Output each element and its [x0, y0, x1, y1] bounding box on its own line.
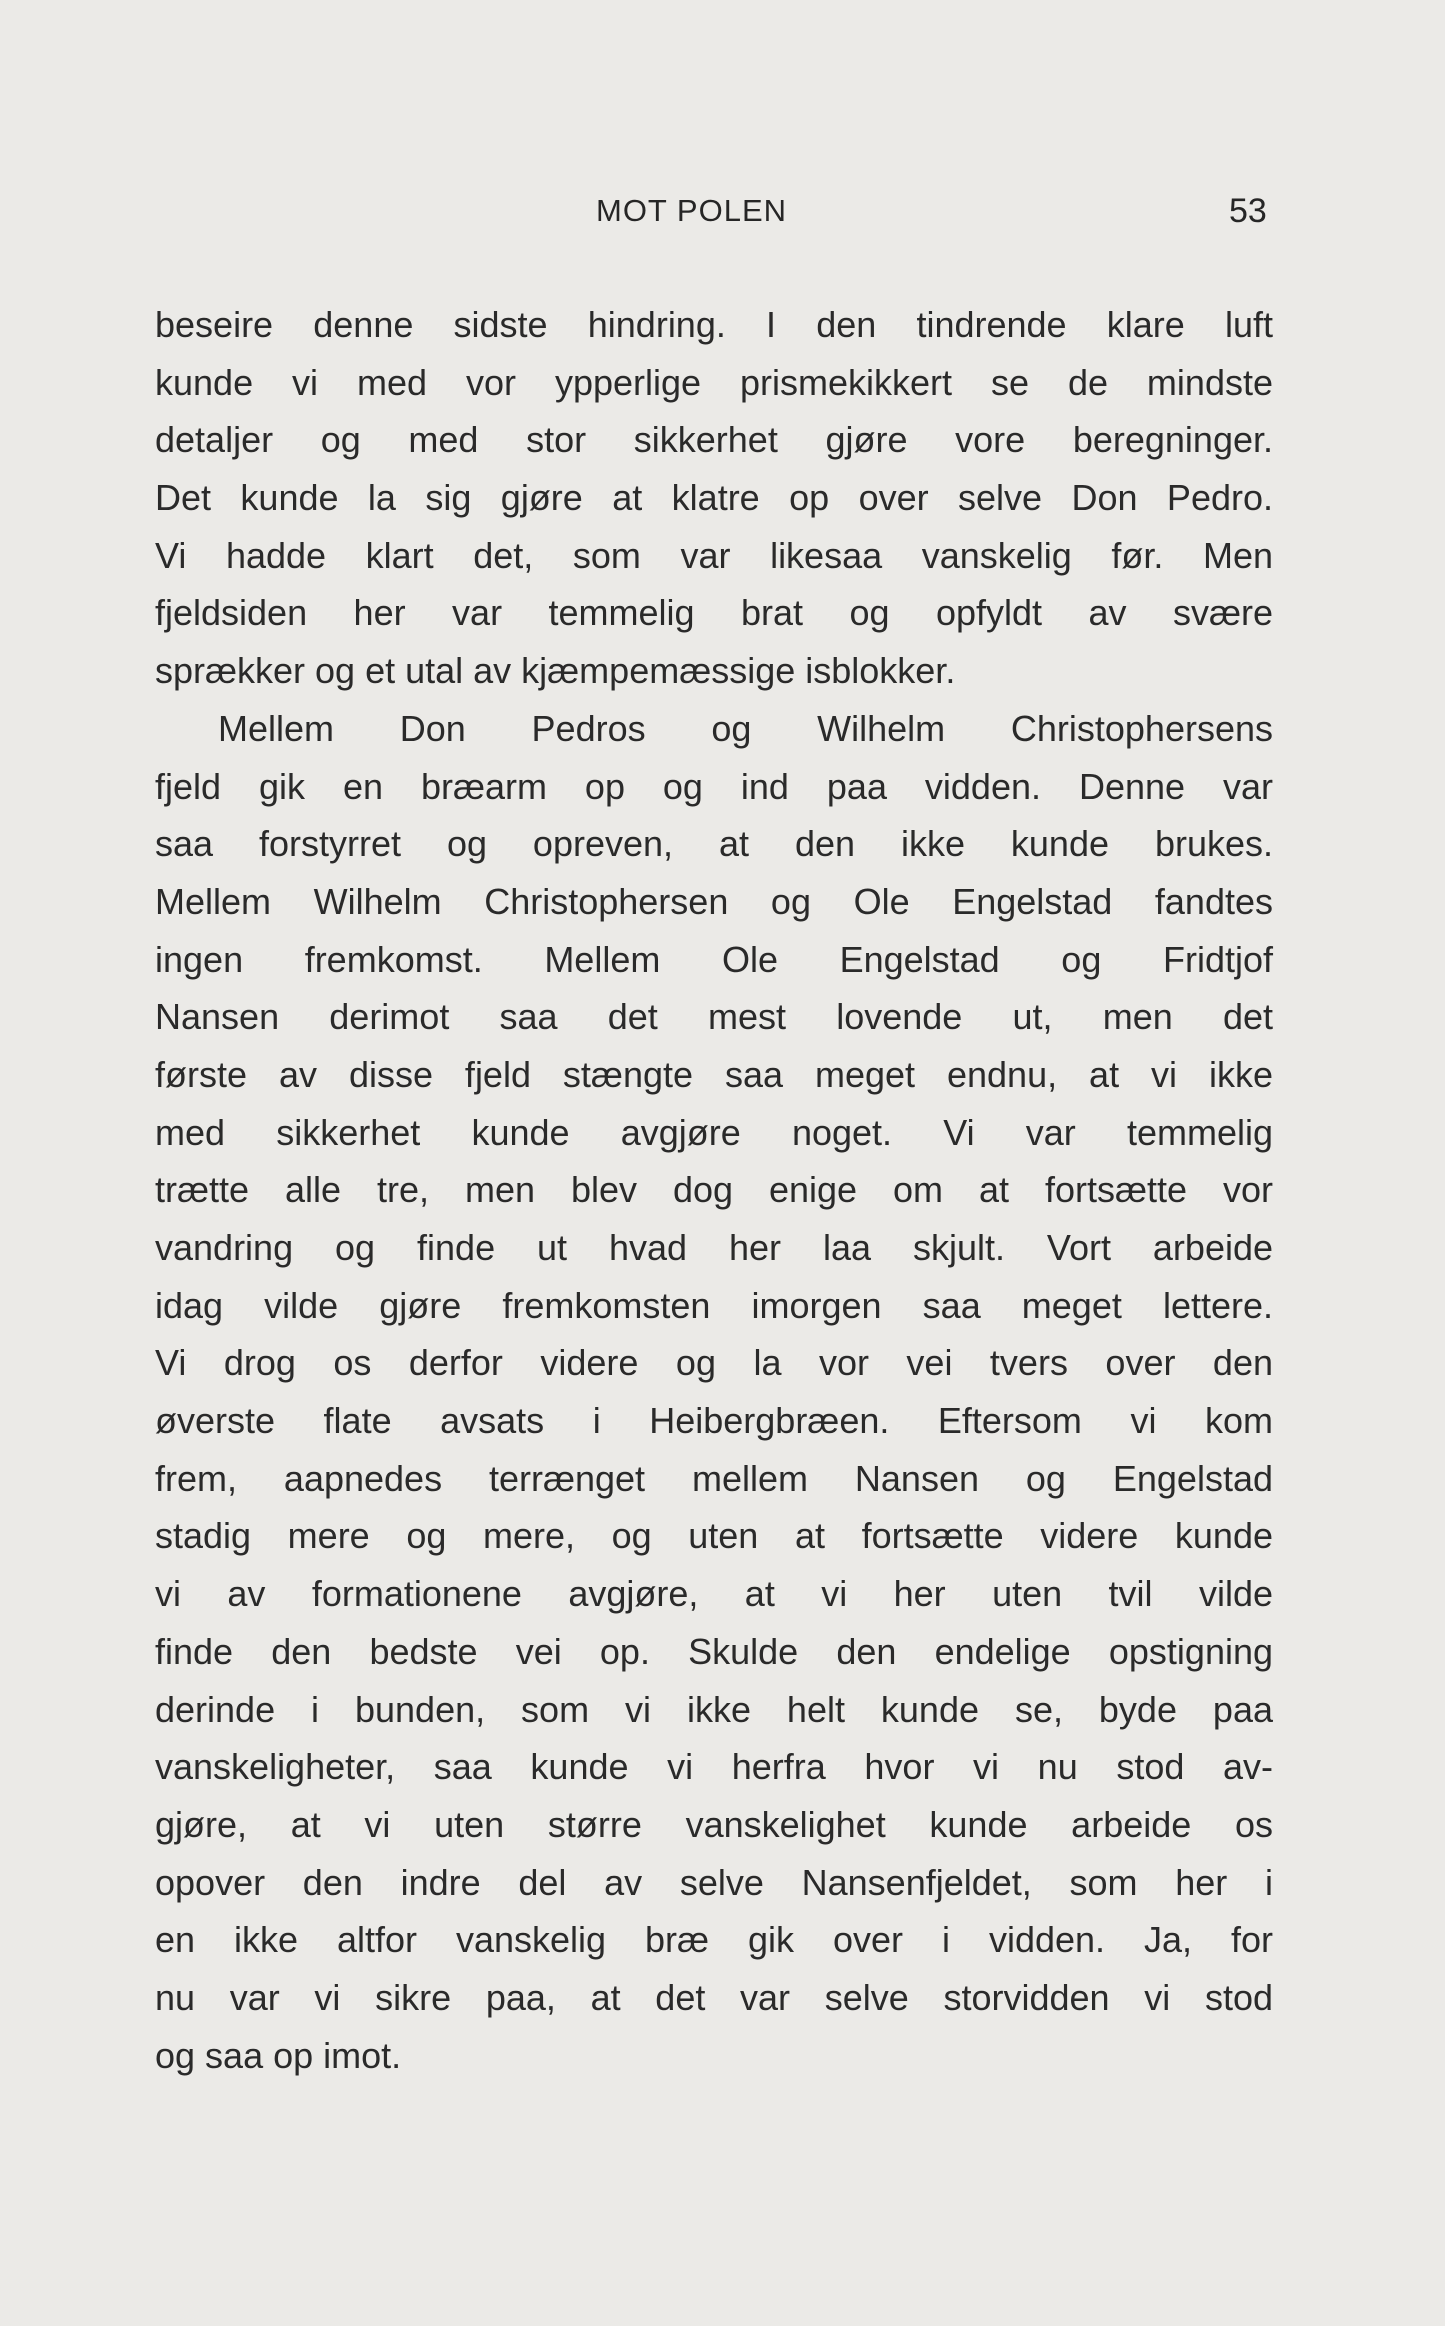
text-line: vandring og finde ut hvad her laa skjult. Vort arbeide — [155, 1227, 1273, 1268]
text-line: sprækker og et utal av kjæmpemæssige isblokker. — [155, 650, 956, 692]
text-line: beseire denne sidste hindring. I den tindrende klare luft — [155, 304, 1273, 345]
text-line: frem, aapnedes terrænget mellem Nansen og Engelstad — [155, 1457, 1273, 1499]
text-line: ingen fremkomst. Mellem Ole Engelstad og Fridtjof — [155, 938, 1273, 980]
text-line: opover den indre del av selve Nansenfjeldet, som her i — [155, 1861, 1273, 1903]
text-line: finde den bedste vei op. Skulde den endelige opstigning — [155, 1630, 1273, 1672]
running-head — [0, 188, 1445, 234]
page-number: 53 — [1229, 192, 1267, 230]
text-line: Nansen derimot saa det mest lovende ut, men det — [155, 996, 1273, 1038]
text-line: detaljer og med stor sikkerhet gjøre vore beregninger. — [155, 419, 1273, 461]
text-line: øverste flate avsats i Heibergbræen. Eftersom vi kom — [155, 1400, 1273, 1442]
running-title: MOT POLEN — [596, 193, 788, 228]
text-line: med sikkerhet kunde avgjøre noget. Vi var temmelig — [155, 1111, 1273, 1153]
text-line: fjeld gik en bræarm op og ind paa vidden. Denne var — [155, 765, 1273, 807]
text-line: kunde vi med vor ypperlige prismekikkert se de mindste — [155, 361, 1273, 403]
text-line: saa forstyrret og opreven, at den ikke kunde brukes. — [155, 823, 1273, 865]
text-line: en ikke altfor vanskelig bræ gik over i vidden. Ja, for — [155, 1919, 1273, 1961]
text-line: Mellem Wilhelm Christophersen og Ole Engelstad fandtes — [155, 880, 1273, 922]
text-line: idag vilde gjøre fremkomsten imorgen saa meget lettere. — [155, 1284, 1273, 1326]
body-text — [155, 296, 1273, 2084]
text-line: gjøre, at vi uten større vanskelighet kunde arbeide os — [155, 1803, 1273, 1845]
text-line: Det kunde la sig gjøre at klatre op over selve Don Pedro. — [155, 477, 1273, 519]
text-line: stadig mere og mere, og uten at fortsætte videre kunde — [155, 1515, 1273, 1557]
text-line: første av disse fjeld stængte saa meget endnu, at vi ikke — [155, 1053, 1273, 1095]
text-line: vi av formationene avgjøre, at vi her uten tvil vilde — [155, 1573, 1273, 1615]
text-line: Vi drog os derfor videre og la vor vei tvers over den — [155, 1342, 1273, 1384]
text-line: og saa op imot. — [155, 2034, 402, 2076]
text-line: trætte alle tre, men blev dog enige om at fortsætte vor — [155, 1169, 1273, 1211]
text-line: fjeldsiden her var temmelig brat og opfyldt av svære — [155, 592, 1273, 634]
text-line: Vi hadde klart det, som var likesaa vanskelig før. Men — [155, 534, 1273, 576]
text-line: nu var vi sikre paa, at det var selve storvidden vi stod — [155, 1976, 1273, 2018]
text-line: Mellem Don Pedros og Wilhelm Christophersens — [218, 707, 1273, 749]
text-line: vanskeligheter, saa kunde vi herfra hvor vi nu stod av- — [155, 1746, 1273, 1788]
text-line: derinde i bunden, som vi ikke helt kunde se, byde paa — [155, 1688, 1273, 1730]
